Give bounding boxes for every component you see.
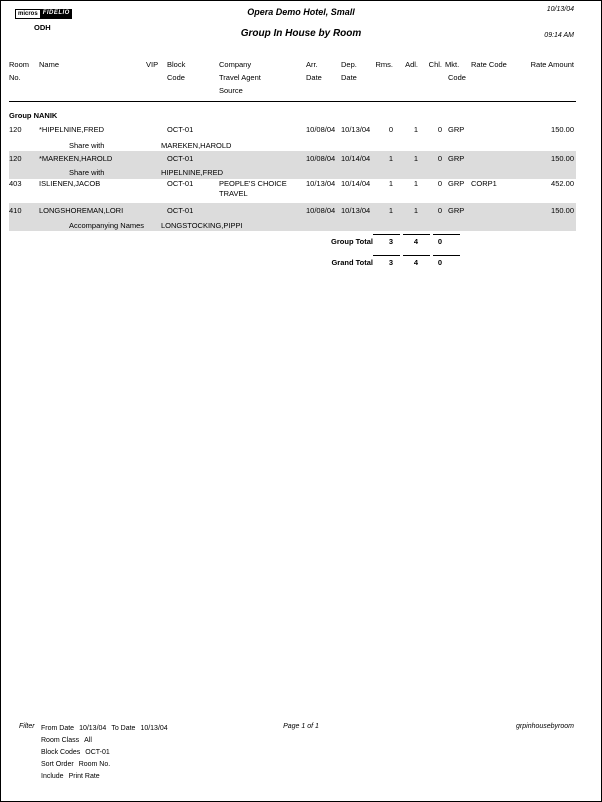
filter-key: Include [41, 773, 64, 780]
group-total-adl: 4 [413, 237, 418, 246]
col-mkt: Mkt. [445, 60, 460, 69]
col-adl: Adl. [405, 60, 418, 69]
rate-amount-cell: 150.00 [551, 125, 574, 134]
company-line: TRAVEL [219, 189, 248, 198]
share-with-label: Share with [69, 141, 105, 150]
children-cell: 0 [437, 179, 442, 188]
filter-row [41, 771, 173, 783]
report-run-time: 09:14 AM [544, 32, 574, 39]
guest-name-cell: *MAREKEN,HAROLD [39, 154, 113, 163]
block-code-cell: OCT-01 [167, 154, 194, 163]
report-id: grpinhousebyroom [516, 723, 574, 730]
col-mkt-code: Code [448, 73, 466, 82]
total-rule [403, 234, 430, 235]
market-code-cell: GRP [448, 179, 465, 188]
arrival-date-cell: 10/08/04 [306, 154, 336, 163]
col-arr-date: Date [306, 73, 322, 82]
filter-key: Sort Order [41, 761, 74, 768]
filter-row [41, 759, 173, 771]
col-rms: Rms. [375, 60, 393, 69]
header-rule [9, 101, 576, 102]
departure-date-cell: 10/13/04 [341, 125, 371, 134]
adults-cell: 1 [413, 179, 418, 188]
filter-value: 10/13/04 [79, 725, 107, 732]
filter-value: OCT-01 [85, 749, 110, 756]
block-code-cell: OCT-01 [167, 125, 194, 134]
share-with-value: MAREKEN,HAROLD [161, 141, 232, 150]
company-line: PEOPLE'S CHOICE [219, 179, 287, 188]
group-total-label: Group Total [331, 237, 373, 246]
total-rule [403, 255, 430, 256]
room-no-cell: 410 [9, 206, 22, 215]
share-with-value: HIPELNINE,FRED [161, 168, 224, 177]
filter-key: To Date [111, 725, 136, 732]
room-no-cell: 120 [9, 154, 22, 163]
departure-date-cell: 10/14/04 [341, 179, 371, 188]
filter-value: Print Rate [68, 773, 100, 780]
market-code-cell: GRP [448, 206, 465, 215]
col-vip: VIP [146, 60, 159, 69]
rate-amount-cell: 452.00 [551, 179, 574, 188]
children-cell: 0 [437, 206, 442, 215]
col-travel-agent: Travel Agent [219, 73, 261, 82]
room-no-cell: 403 [9, 179, 22, 188]
market-code-cell: GRP [448, 125, 465, 134]
col-source: Source [219, 86, 243, 95]
grand-total-adl: 4 [413, 258, 418, 267]
grand-total-chl: 0 [437, 258, 442, 267]
report-title: Group In House by Room [240, 28, 362, 39]
departure-date-cell: 10/14/04 [341, 154, 371, 163]
adults-cell: 1 [413, 125, 418, 134]
rooms-cell: 1 [388, 154, 393, 163]
accompanying-names-value: LONGSTOCKING,PIPPI [161, 221, 243, 230]
group-total-chl: 0 [437, 237, 442, 246]
rate-amount-cell: 150.00 [551, 206, 574, 215]
market-code-cell: GRP [448, 154, 465, 163]
share-with-label: Share with [69, 168, 105, 177]
col-company: Company [219, 60, 252, 69]
filter-row [41, 735, 173, 747]
rooms-cell: 1 [388, 206, 393, 215]
col-rate-code: Rate Code [471, 60, 507, 69]
total-rule [373, 255, 400, 256]
departure-date-cell: 10/13/04 [341, 206, 371, 215]
guest-name-cell: ISLIENEN,JACOB [39, 179, 101, 188]
accompanying-names-label: Accompanying Names [69, 221, 145, 230]
total-rule [373, 234, 400, 235]
col-rate-amount: Rate Amount [530, 60, 574, 69]
hotel-name: Opera Demo Hotel, Small [247, 7, 355, 17]
col-room: Room [9, 60, 30, 69]
col-dep: Dep. [341, 60, 357, 69]
fidelio-logo-text: FIDELIO [41, 9, 72, 19]
adults-cell: 1 [413, 206, 418, 215]
filter-label: Filter [19, 723, 35, 730]
adults-cell: 1 [413, 154, 418, 163]
rate-code-cell: CORP1 [471, 179, 497, 188]
arrival-date-cell: 10/13/04 [306, 179, 336, 188]
col-dep-date: Date [341, 73, 357, 82]
guest-name-cell: *HIPELNINE,FRED [39, 125, 105, 134]
filter-key: From Date [41, 725, 75, 732]
arrival-date-cell: 10/08/04 [306, 206, 336, 215]
report-run-date: 10/13/04 [546, 6, 574, 13]
rooms-cell: 1 [388, 179, 393, 188]
rooms-cell: 0 [388, 125, 393, 134]
children-cell: 0 [437, 125, 442, 134]
block-code-cell: OCT-01 [167, 179, 194, 188]
total-rule [433, 255, 460, 256]
guest-name-cell: LONGSHOREMAN,LORI [39, 206, 124, 215]
col-room-no: No. [9, 73, 21, 82]
filter-key: Block Codes [41, 749, 81, 756]
filter-value: Room No. [78, 761, 111, 768]
arrival-date-cell: 10/08/04 [306, 125, 336, 134]
filter-value: All [84, 737, 92, 744]
col-name: Name [39, 60, 60, 69]
grand-total-rms: 3 [388, 258, 393, 267]
room-no-cell: 120 [9, 125, 22, 134]
col-block: Block [167, 60, 186, 69]
col-block-code: Code [167, 73, 185, 82]
grand-total-label: Grand Total [331, 258, 373, 267]
page-indicator: Page 1 of 1 [283, 723, 319, 730]
col-arr: Arr. [306, 60, 318, 69]
property-code: ODH [34, 23, 51, 32]
filter-row [41, 747, 173, 759]
children-cell: 0 [437, 154, 442, 163]
micros-logo-text: micros [15, 9, 41, 19]
total-rule [433, 234, 460, 235]
filter-block [41, 723, 173, 783]
filter-key: Room Class [41, 737, 80, 744]
block-code-cell: OCT-01 [167, 206, 194, 215]
col-chl: Chl. [428, 60, 442, 69]
group-label: Group NANIK [9, 111, 58, 120]
group-total-rms: 3 [388, 237, 393, 246]
filter-value: 10/13/04 [140, 725, 168, 732]
company-cell [219, 179, 287, 199]
rate-amount-cell: 150.00 [551, 154, 574, 163]
